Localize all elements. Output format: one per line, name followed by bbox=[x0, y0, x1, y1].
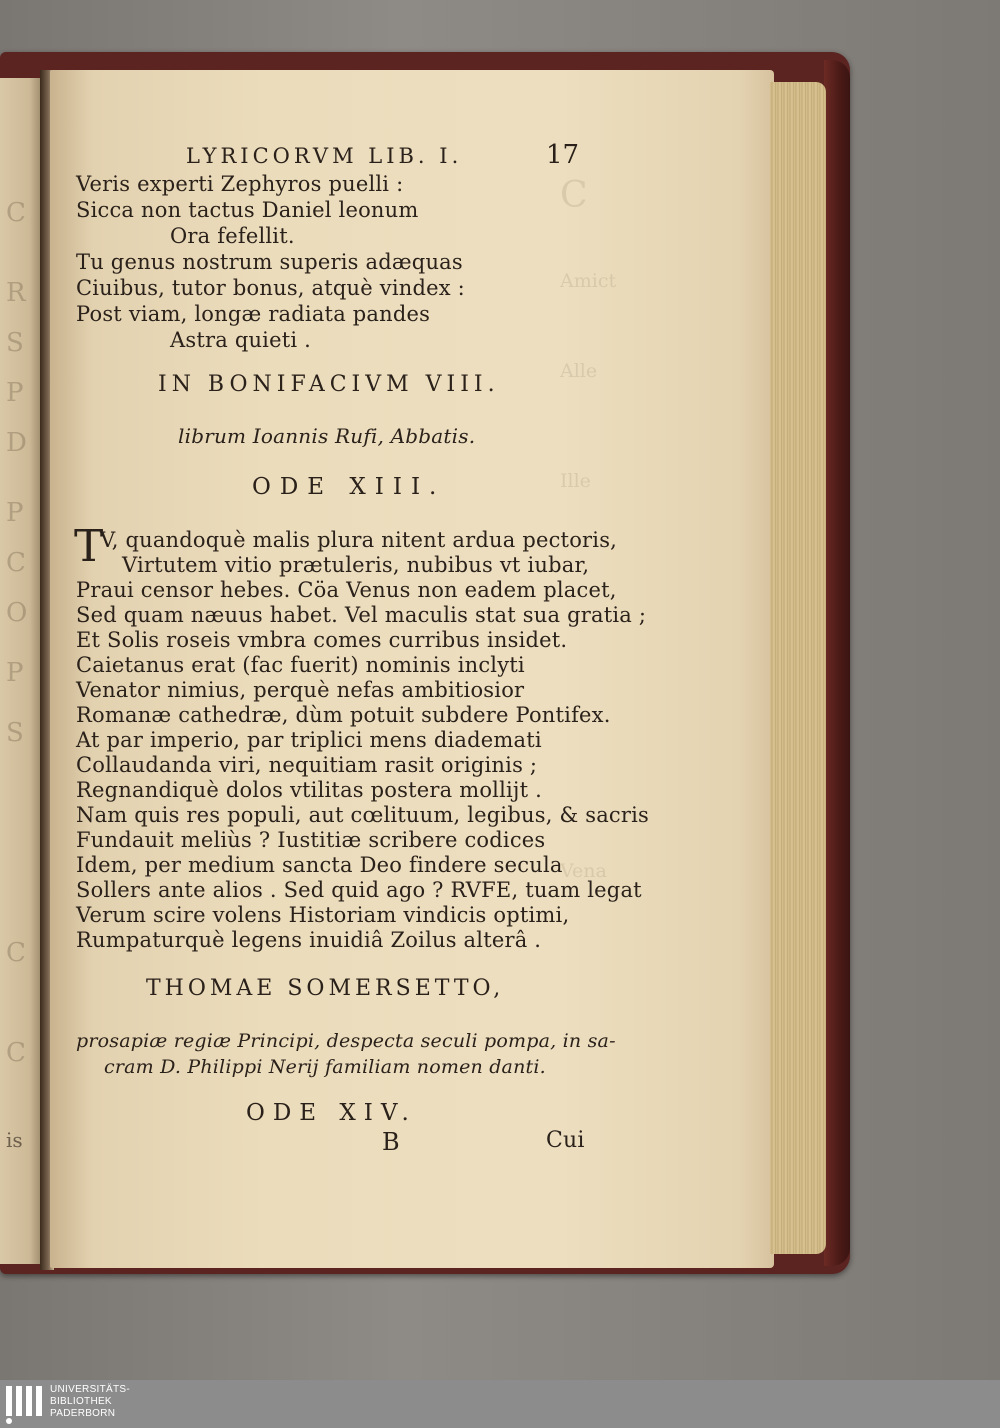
left-page-glyph: S bbox=[6, 718, 24, 748]
verse-line: Praui censor hebes. Cöa Venus non eadem placet, bbox=[76, 578, 617, 602]
left-page-glyph: C bbox=[6, 1038, 26, 1068]
verse-line: Veris experti Zephyros puelli : bbox=[76, 172, 404, 196]
verse-line: Astra quieti . bbox=[170, 328, 312, 352]
poem-title: THOMAE SOMERSETTO, bbox=[146, 976, 505, 1001]
verse-line: Ciuibus, tutor bonus, atquè vindex : bbox=[76, 276, 465, 300]
left-page-glyph: C bbox=[6, 938, 26, 968]
poem-subtitle: cram D. Philippi Nerij familiam nomen danti. bbox=[104, 1056, 546, 1078]
left-page-glyph: R bbox=[6, 278, 26, 308]
left-page-glyph: P bbox=[6, 498, 24, 528]
left-page-glyph: C bbox=[6, 548, 26, 578]
left-page-glyph: O bbox=[6, 598, 28, 628]
footer-bar bbox=[0, 1380, 1000, 1428]
poem-subtitle: librum Ioannis Rufi, Abbatis. bbox=[178, 424, 476, 448]
verse-line: Tu genus nostrum superis adæquas bbox=[76, 250, 463, 274]
verse-line: Verum scire volens Historiam vindicis optimi, bbox=[76, 903, 570, 927]
ode-heading: ODE XIV. bbox=[246, 1100, 417, 1126]
verse-line: Sicca non tactus Daniel leonum bbox=[76, 198, 419, 222]
poem-subtitle: prosapiæ regiæ Principi, despecta seculi pompa, in sa- bbox=[76, 1030, 616, 1052]
show-through: Vena bbox=[560, 860, 607, 882]
verse-line: Fundauit meliùs ? Iustitiæ scribere codices bbox=[76, 828, 546, 852]
cover-spine-edge bbox=[824, 60, 850, 1266]
page-edges bbox=[770, 82, 826, 1254]
ode-heading: ODE XIII. bbox=[252, 474, 446, 500]
catchword: Cui bbox=[546, 1128, 585, 1153]
verse-line: Caietanus erat (fac fuerit) nominis inclyti bbox=[76, 653, 525, 677]
show-through: Alle bbox=[560, 360, 598, 382]
verse-line: Regnandiquè dolos vtilitas postera mollijt . bbox=[76, 778, 543, 802]
left-page-glyph: P bbox=[6, 658, 24, 688]
verse-line: Et Solis roseis vmbra comes curribus insidet. bbox=[76, 628, 568, 652]
show-through: Ille bbox=[560, 470, 591, 492]
signature-mark: B bbox=[382, 1128, 400, 1156]
verse-line: Rumpaturquè legens inuidiâ Zoilus alterâ . bbox=[76, 928, 542, 952]
verse-line: Sed quam næuus habet. Vel maculis stat sua gratia ; bbox=[76, 603, 647, 627]
library-name-line: BIBLIOTHEK bbox=[50, 1396, 112, 1407]
verse-line: Virtutem vitio prætuleris, nubibus vt iubar, bbox=[122, 553, 590, 577]
running-head: LYRICORVM LIB. I. bbox=[186, 144, 463, 168]
drop-cap: T bbox=[74, 521, 104, 572]
left-page bbox=[0, 78, 42, 1264]
verse-line: Sollers ante alios . Sed quid ago ? RVFE, tuam legat bbox=[76, 878, 642, 902]
verse-line: Ora fefellit. bbox=[170, 224, 295, 248]
verse-line: Venator nimius, perquè nefas ambitiosior bbox=[76, 678, 525, 702]
library-logo-icon bbox=[4, 1384, 44, 1424]
verse-line: V, quandoquè malis plura nitent ardua pectoris, bbox=[100, 528, 618, 552]
verse-line: Post viam, longæ radiata pandes bbox=[76, 302, 431, 326]
page-number: 17 bbox=[546, 140, 580, 170]
poem-title: IN BONIFACIVM VIII. bbox=[158, 372, 500, 397]
verse-line: Idem, per medium sancta Deo findere secula bbox=[76, 853, 563, 877]
verse-line: Collaudanda viri, nequitiam rasit originis ; bbox=[76, 753, 538, 777]
show-through: Amict bbox=[560, 270, 617, 292]
left-page-glyph: is bbox=[6, 1128, 23, 1152]
show-through: C bbox=[560, 175, 588, 216]
library-name-line: UNIVERSITÄTS- bbox=[50, 1384, 131, 1395]
left-page-glyph: P bbox=[6, 378, 24, 408]
verse-line: Romanæ cathedræ, dùm potuit subdere Pontifex. bbox=[76, 703, 611, 727]
library-name-line: PADERBORN bbox=[50, 1408, 116, 1419]
left-page-glyph: D bbox=[6, 428, 27, 458]
verse-line: At par imperio, par triplici mens diademati bbox=[76, 728, 542, 752]
left-page-glyph: C bbox=[6, 198, 26, 228]
left-page-glyph: S bbox=[6, 328, 24, 358]
verse-line: Nam quis res populi, aut cœlituum, legibus, & sacris bbox=[76, 803, 650, 827]
library-name bbox=[50, 1384, 130, 1420]
